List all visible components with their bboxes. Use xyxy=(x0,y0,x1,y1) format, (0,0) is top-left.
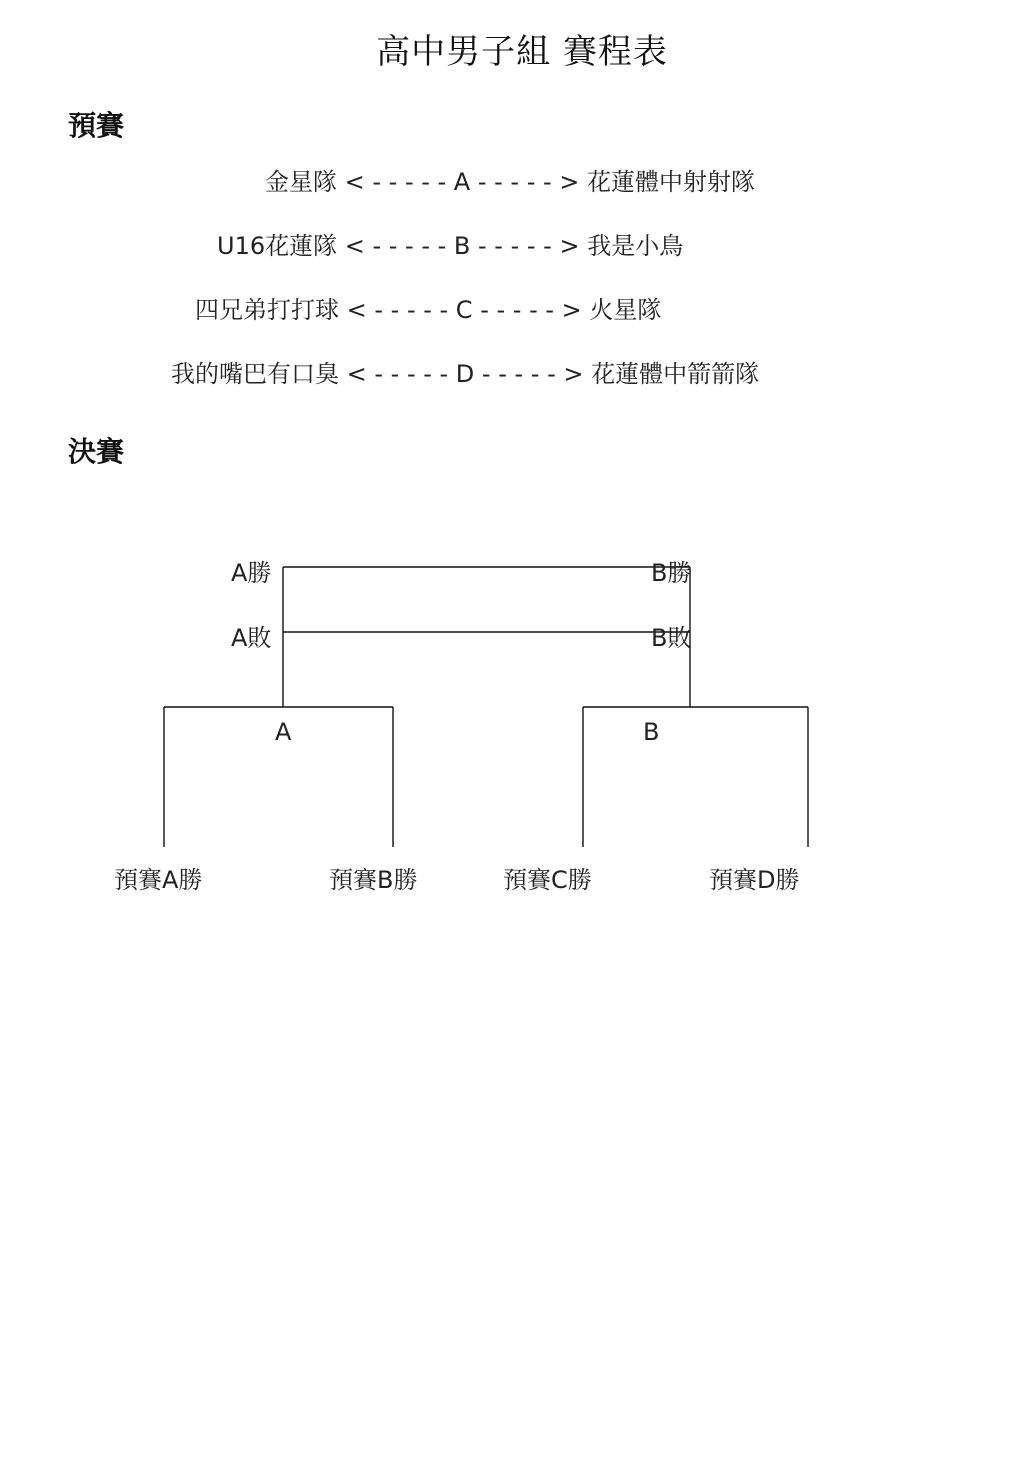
seed-c-label: 預賽C勝 xyxy=(503,866,592,894)
semi-b-label: B xyxy=(643,718,660,746)
prelim-match-d: 我的嘴巴有口臭 < - - - - - D - - - - - > 花蓮體中箭箭隊 xyxy=(171,360,760,388)
a-win-label: A勝 xyxy=(231,559,272,587)
b-lose-label: B敗 xyxy=(651,624,692,652)
prelim-match-a: 金星隊 < - - - - - A - - - - - > 花蓮體中射射隊 xyxy=(265,168,756,196)
semi-a-label: A xyxy=(275,718,292,746)
prelim-heading: 預賽 xyxy=(68,109,125,142)
final-heading: 決賽 xyxy=(68,435,125,468)
prelim-match-b: U16花蓮隊 < - - - - - B - - - - - > 我是小鳥 xyxy=(217,232,684,260)
seed-b-label: 預賽B勝 xyxy=(329,866,418,894)
seed-d-label: 預賽D勝 xyxy=(709,866,800,894)
b-win-label: B勝 xyxy=(651,559,692,587)
seed-a-label: 預賽A勝 xyxy=(114,866,203,894)
prelim-match-c: 四兄弟打打球 < - - - - - C - - - - - > 火星隊 xyxy=(195,296,662,324)
a-lose-label: A敗 xyxy=(231,624,272,652)
page-title: 高中男子組 賽程表 xyxy=(376,32,668,72)
